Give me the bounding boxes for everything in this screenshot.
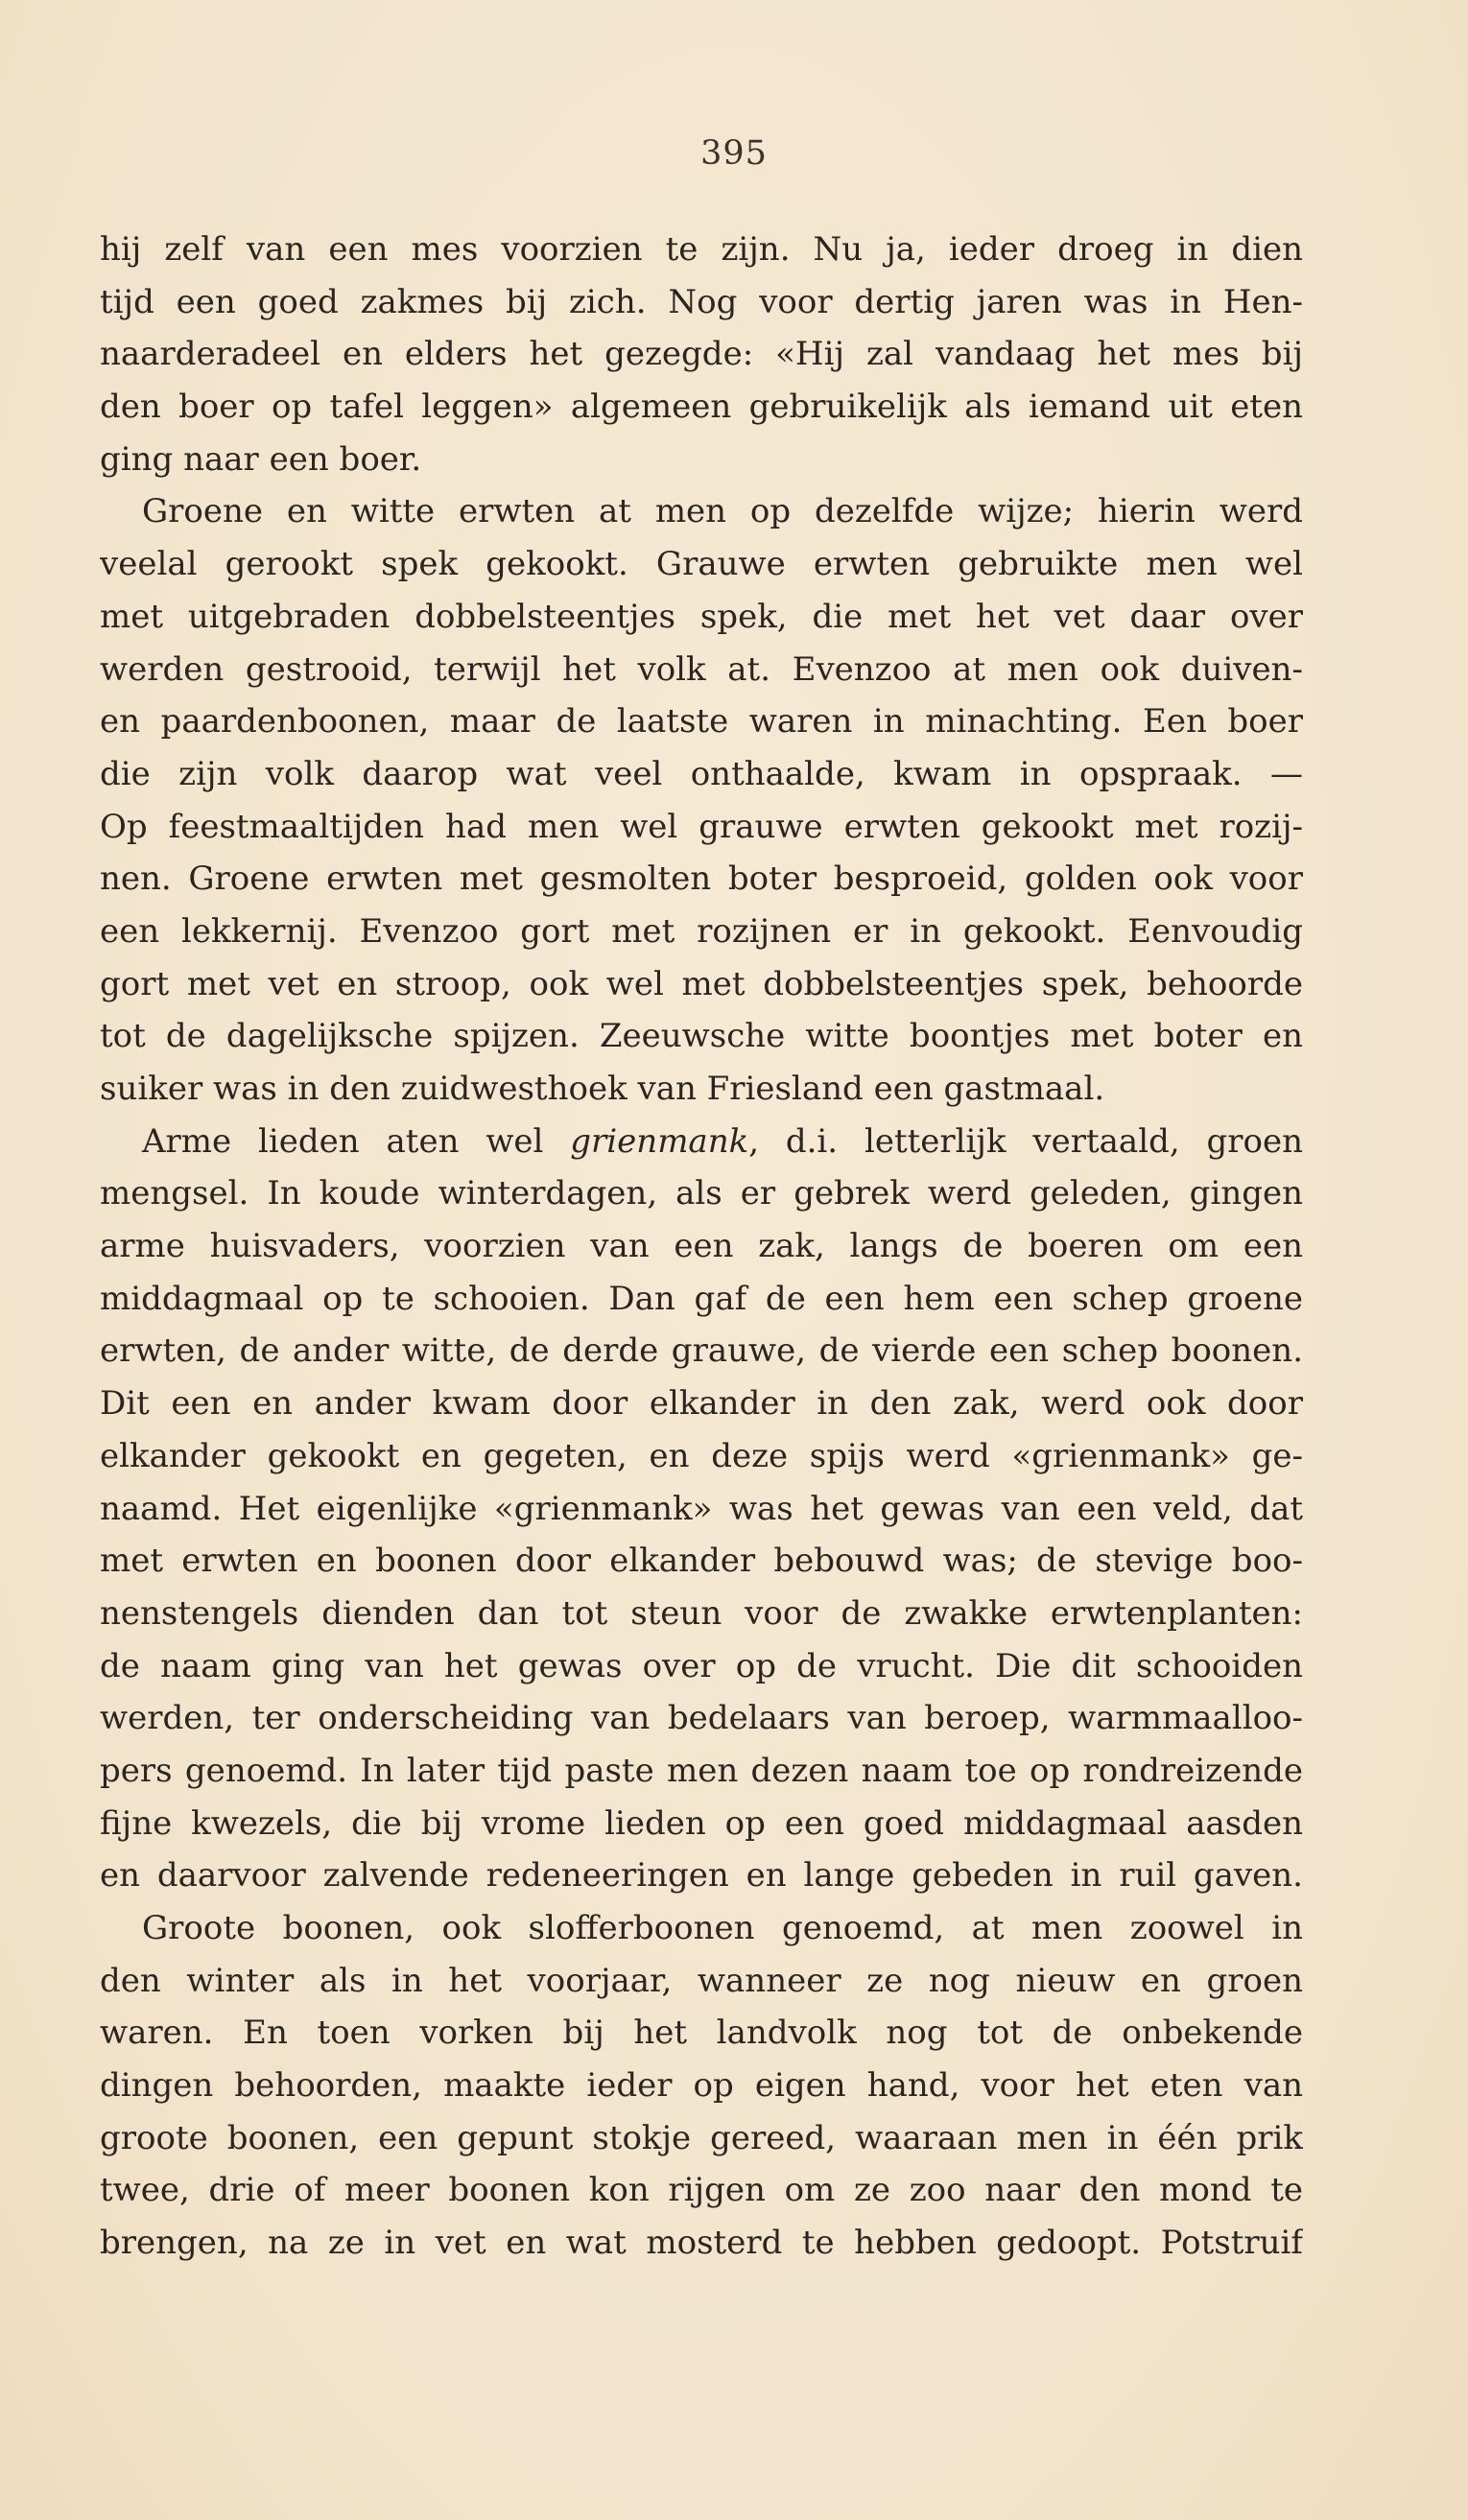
- text-line: den boer op tafel leggen» algemeen gebruikelijk als iemand uit eten: [100, 388, 1303, 427]
- page-number: 395: [700, 134, 768, 173]
- text-line: Groene en witte erwten at men op dezelfde wijze; hierin werd: [142, 492, 1303, 531]
- text-line: waren. En toen vorken bij het landvolk nog tot de onbekende: [100, 2014, 1303, 2053]
- text-line: en paardenboonen, maar de laatste waren in minachting. Een boer: [100, 702, 1303, 742]
- text-line: gort met vet en stroop, ook wel met dobbelsteentjes spek, behoorde: [100, 964, 1303, 1003]
- text-line: met erwten en boonen door elkander bebouwd was; de stevige boo-: [100, 1542, 1303, 1581]
- text-line: werden gestrooid, terwijl het volk at. Evenzoo at men ook duiven-: [100, 649, 1303, 689]
- text-line: de naam ging van het gewas over op de vrucht. Die dit schooiden: [100, 1646, 1303, 1685]
- text-line: twee, drie of meer boonen kon rijgen om ze zoo naar den mond te: [100, 2171, 1303, 2210]
- text-line: Op feestmaaltijden had men wel grauwe erwten gekookt met rozij-: [100, 807, 1303, 846]
- text-line: dingen behoorden, maakte ieder op eigen hand, voor het eten van: [100, 2066, 1303, 2106]
- text-line: werden, ter onderscheiding van bedelaars van beroep, warmmaalloo-: [100, 1699, 1303, 1738]
- text-line: die zijn volk daarop wat veel onthaalde, kwam in opspraak. —: [100, 754, 1303, 793]
- text-line: ging naar een boer.: [100, 439, 422, 479]
- text-line: een lekkernij. Evenzoo gort met rozijnen er in gekookt. Eenvoudig: [100, 911, 1303, 951]
- italic-term: grienmank: [570, 1121, 749, 1161]
- text-line: tot de dagelijksche spijzen. Zeeuwsche witte boontjes met boter en: [100, 1017, 1303, 1056]
- text-line: Groote boonen, ook slofferboonen genoemd, at men zoowel in: [142, 1909, 1303, 1947]
- text-line: naarderadeel en elders het gezegde: «Hij zal vandaag het mes bij: [100, 335, 1303, 374]
- text-line: veelal gerookt spek gekookt. Grauwe erwten gebruikte men wel: [100, 545, 1303, 584]
- text-line: mengsel. In koude winterdagen, als er gebrek werd geleden, gingen: [100, 1174, 1303, 1213]
- text-line: naamd. Het eigenlijke «grienmank» was het gewas van een veld, dat: [100, 1489, 1303, 1528]
- text-line: en daarvoor zalvende redeneeringen en lange gebeden in ruil gaven.: [100, 1856, 1303, 1896]
- text-line: pers genoemd. In later tijd paste men dezen naam toe op rondreizende: [100, 1751, 1303, 1790]
- text-line: met uitgebraden dobbelsteentjes spek, die met het vet daar over: [100, 597, 1303, 636]
- text-line: nenstengels dienden dan tot steun voor de zwakke erwtenplanten:: [100, 1593, 1303, 1633]
- body-text: [100, 224, 1303, 2270]
- text-line: arme huisvaders, voorzien van een zak, langs de boeren om een: [100, 1227, 1303, 1266]
- text-line: hij zelf van een mes voorzien te zijn. Nu ja, ieder droeg in dien: [100, 230, 1303, 269]
- text-line: suiker was in den zuidwesthoek van Friesland een gastmaal.: [100, 1070, 1105, 1108]
- text-line: erwten, de ander witte, de derde grauwe, de vierde een schep boonen.: [100, 1331, 1303, 1371]
- text-line: den winter als in het voorjaar, wanneer ze nog nieuw en groen: [100, 1961, 1303, 2000]
- text-line: groote boonen, een gepunt stokje gereed, waaraan men in één prik: [100, 2118, 1303, 2157]
- text-line: fijne kwezels, die bij vrome lieden op een goed middagmaal aasden: [100, 1803, 1303, 1843]
- text-line: nen. Groene erwten met gesmolten boter besproeid, golden ook voor: [100, 860, 1303, 899]
- text-line: brengen, na ze in vet en wat mosterd te hebben gedoopt. Potstruif: [100, 2224, 1303, 2263]
- text-line: Dit een en ander kwam door elkander in den zak, werd ook door: [100, 1384, 1303, 1424]
- text-line: elkander gekookt en gegeten, en deze spijs werd «grienmank» ge-: [100, 1436, 1303, 1475]
- text-line: tijd een goed zakmes bij zich. Nog voor dertig jaren was in Hen-: [100, 282, 1303, 321]
- text-line-with-italic: Arme lieden aten wel grienmank, d.i. letterlijk vertaald, groen: [142, 1121, 1303, 1161]
- text-line: middagmaal op te schooien. Dan gaf de een hem een schep groene: [100, 1279, 1303, 1318]
